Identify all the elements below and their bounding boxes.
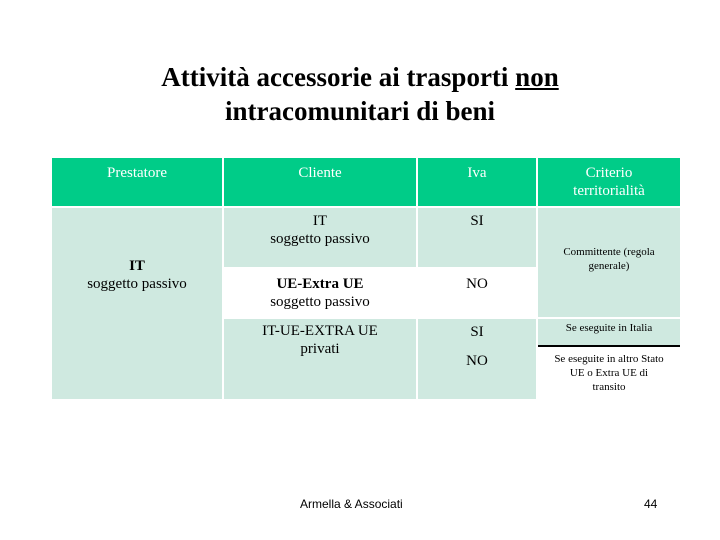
- slide-title: [0, 60, 720, 128]
- cliente-row3-text: [224, 322, 416, 358]
- criterio-altro-line3: transito: [592, 381, 626, 393]
- criterio-committente-line2: generale): [588, 260, 630, 272]
- criterio-committente-text: [538, 245, 680, 273]
- prestatore-value-line1: IT: [129, 258, 145, 274]
- criterio-altro-line1: Se eseguite in altro Stato: [554, 353, 664, 365]
- cliente-row1-line1: IT: [312, 213, 328, 229]
- iva-row2-text: [418, 275, 536, 293]
- criterio-italia-text: [538, 321, 680, 335]
- cliente-row3-line2: privati: [300, 341, 340, 357]
- prestatore-value: [52, 257, 222, 293]
- cliente-row1-text: [224, 212, 416, 248]
- title-line-2: intracomunitari di beni: [224, 96, 495, 126]
- criterio-italia-value: Se eseguite in Italia: [565, 322, 653, 334]
- criterio-committente-line1: Committente (regola: [563, 246, 655, 258]
- cliente-row3-line1: IT-UE-EXTRA UE: [262, 323, 378, 339]
- iva-row3b-value: NO: [466, 353, 488, 369]
- title-line-1: [0, 60, 720, 94]
- iva-row3a-value: SI: [470, 324, 484, 340]
- criterio-altro-line2: UE o Extra UE di: [569, 367, 649, 379]
- prestatore-value-line2: soggetto passivo: [87, 276, 187, 292]
- divider-line: [538, 345, 680, 347]
- title-prefix: Attività accessorie ai trasporti: [161, 62, 516, 92]
- header-cliente-label: Cliente: [298, 165, 342, 181]
- cliente-row2-text: [224, 275, 416, 311]
- iva-row3a-text: [418, 323, 536, 341]
- header-cliente: [224, 158, 416, 206]
- cliente-row2-line1: UE-Extra UE: [276, 276, 364, 292]
- cliente-row1-line2: soggetto passivo: [270, 231, 370, 247]
- header-iva: [418, 158, 536, 206]
- header-criterio-line1: Criterio: [585, 165, 633, 181]
- title-underlined-word: non: [515, 62, 559, 92]
- header-criterio: [538, 158, 680, 206]
- criterio-altro-text: [538, 352, 680, 394]
- header-prestatore: [52, 158, 222, 206]
- header-iva-label: Iva: [467, 165, 487, 181]
- page-number: 44: [644, 497, 658, 511]
- iva-row2-value: NO: [466, 276, 488, 292]
- header-prestatore-label: Prestatore: [107, 165, 167, 181]
- cliente-row2-line2: soggetto passivo: [270, 294, 370, 310]
- iva-row1-text: [418, 212, 536, 230]
- footer-author: Armella & Associati: [300, 497, 403, 511]
- header-criterio-line2: territorialità: [573, 183, 645, 199]
- prestatore-body-cell: [52, 208, 222, 399]
- iva-row3b-text: [418, 352, 536, 370]
- iva-row1-value: SI: [470, 213, 484, 229]
